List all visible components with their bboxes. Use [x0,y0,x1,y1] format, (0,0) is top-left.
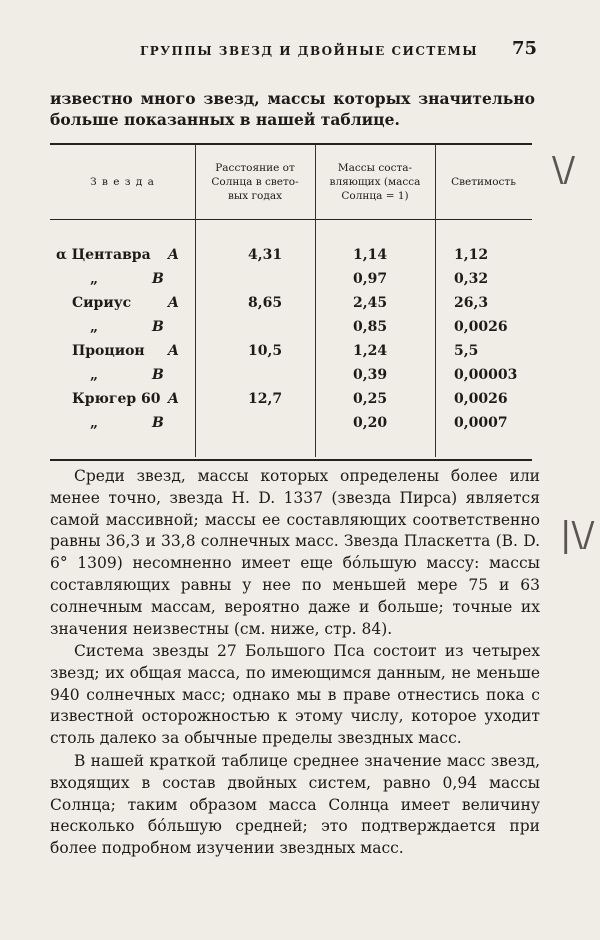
table-cell-mass: 2,45 [353,295,388,311]
table-cell-mass: 0,25 [353,391,388,407]
table-cell-component: A [168,295,179,311]
table-cell-mass: 0,39 [353,367,388,383]
table-cell-luminosity: 0,00003 [454,367,518,383]
table-cell-component: B [152,319,164,335]
table-cell-mass: 0,85 [353,319,388,335]
table-cell-component: B [152,415,164,431]
pencil-mark: |\/ [560,515,595,555]
table-cell-luminosity: 0,0007 [454,415,508,431]
table-cell-luminosity: 0,0026 [454,391,508,407]
table-cell-star: α Центавра [56,247,151,263]
table-cell-luminosity: 26,3 [454,295,489,311]
table-cell-component: A [168,343,179,359]
table-cell-star: Процион [72,343,145,359]
table-cell-mass: 1,24 [353,343,388,359]
star-mass-table [50,143,532,461]
table-cell-component: B [152,367,164,383]
header-mass: Массы соста- вляющих (масса Солнца = 1) [329,162,421,202]
table-cell-star: Сириус [72,295,132,311]
page-number: 75 [512,38,538,59]
paragraph: Среди звезд, массы которых определены более или менее точно, звезда H. D. 1337 (звезда Пирса) является самой массивной; массы ее составляющих соответственно равны 36,3 и 33,8 солнечных масс. Звезда Пласкетта (B. D. 6° 1309) несомненно имеет еще бо́льшую массу: массы составляющих равны у нее по меньшей мере 75 и 63 солнечным массам, вероятно даже и больше; точные их значения неизвестны (см. ниже, стр. 84). [50,467,540,638]
table-cell-component: A [168,391,179,407]
table-cell-mass: 1,14 [353,247,388,263]
table-cell-distance: 4,31 [248,247,283,263]
table-cell-luminosity: 5,5 [454,343,479,359]
table-cell-component: A [168,247,179,263]
header-luminosity: Светимость [451,176,516,188]
header-separator [50,219,532,220]
paragraph: Система звезды 27 Большого Пса состоит из четырех звезд; их общая масса, по имеющимся данным, не меньше 940 солнечных масс; однако мы в праве отнестись пока с известной осторожностью к этому числу, которое уходит столь далеко за обычные пределы звездных масс. [50,642,540,748]
table-cell-luminosity: 1,12 [454,247,489,263]
running-title: ГРУППЫ ЗВЕЗД И ДВОЙНЫЕ СИСТЕМЫ [140,44,479,58]
table-cell-distance: 8,65 [248,295,283,311]
table-cell-mass: 0,97 [353,271,388,287]
table-cell-star: „ [90,271,99,287]
table-cell-luminosity: 0,0026 [454,319,508,335]
table-cell-distance: 12,7 [248,391,283,407]
header-star: З в е з д а [90,176,155,188]
table-cell-distance: 10,5 [248,343,283,359]
table-cell-star: Крюгер 60 [72,391,161,407]
table-cell-mass: 0,20 [353,415,388,431]
pencil-mark: \/ [552,150,575,190]
table-cell-star: „ [90,367,99,383]
paragraph: В нашей краткой таблице среднее значение масс звезд, входящих в состав двойных систем, равно 0,94 массы Солнца; таким образом масса Солнца имеет величину несколько бо́льшую средней; это подтверждается при более подробном изучении звездных масс. [50,752,540,858]
header-distance: Расстояние от Солнца в свето- вых годах [211,162,299,202]
table-cell-luminosity: 0,32 [454,271,489,287]
intro-paragraph: известно много звезд, массы которых значительно больше показанных в нашей таблице. [50,89,535,129]
table-cell-star: „ [90,415,99,431]
table-cell-star: „ [90,319,99,335]
table-cell-component: B [152,271,164,287]
